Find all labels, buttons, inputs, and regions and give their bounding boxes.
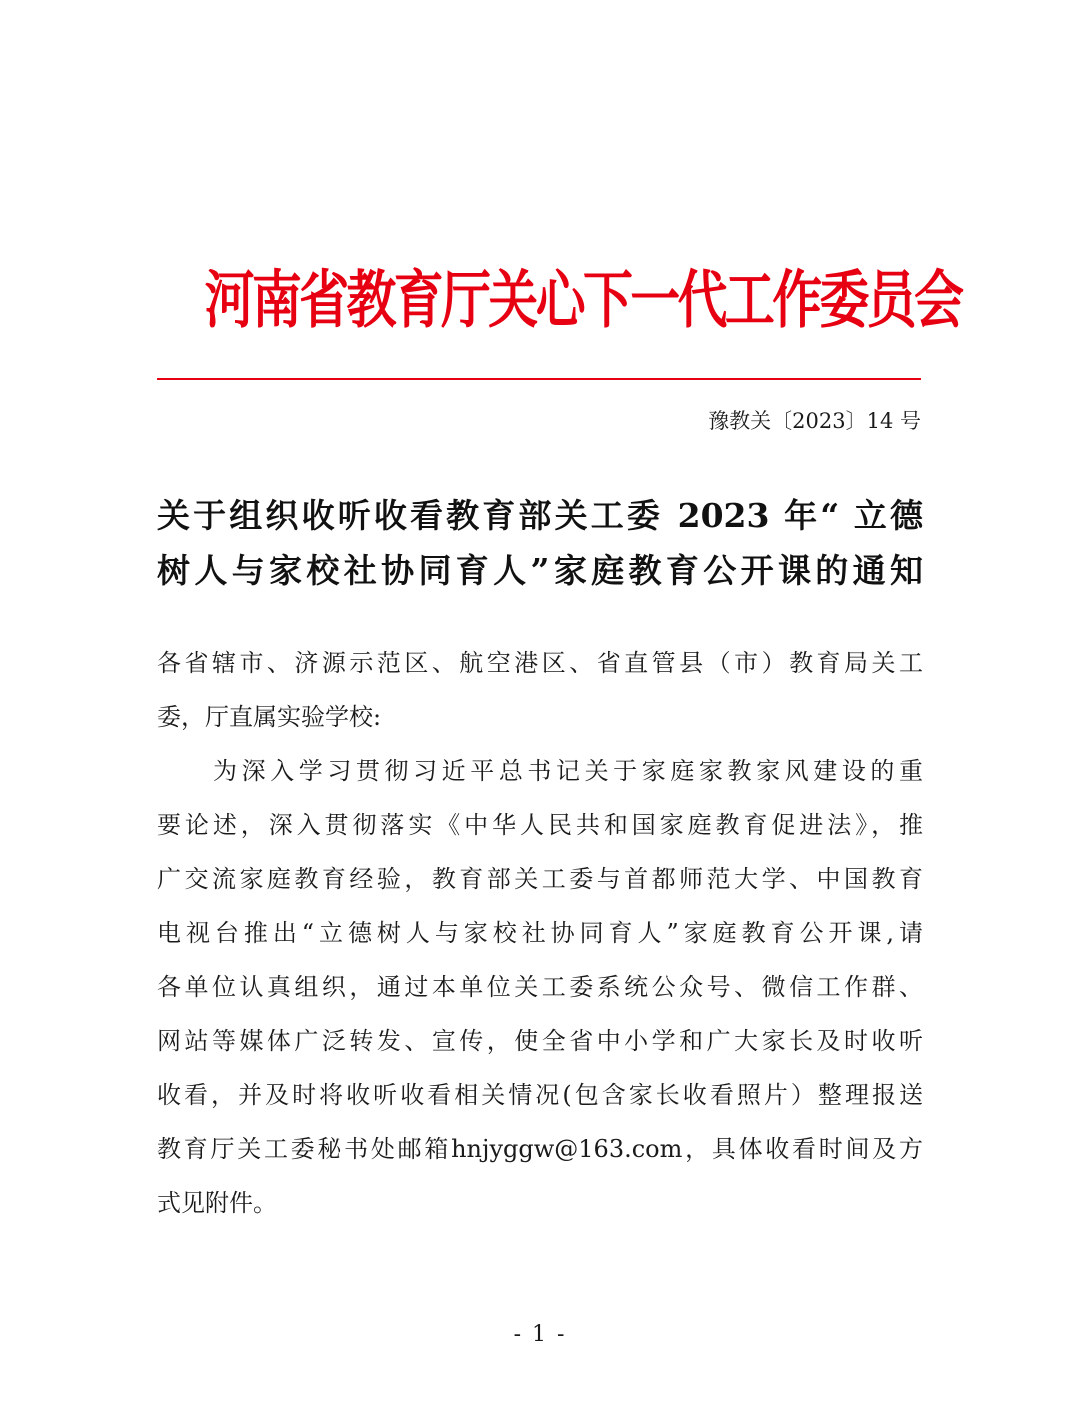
notice-title-line-1: 关于组织收听收看教育部关工委 2023 年“ 立德 — [157, 496, 923, 535]
body-line: 收看，并及时将收听收看相关情况(包含家长收看照片）整理报送 — [157, 1081, 923, 1109]
letterhead-title: 河南省教育厅关心下一代工作委员会 — [204, 263, 962, 337]
body-line: 网站等媒体广泛转发、宣传，使全省中小学和广大家长及时收听 — [157, 1027, 923, 1055]
notice-title — [157, 488, 923, 598]
page-number: - 1 - — [513, 1322, 567, 1347]
body-line: 教育厅关工委秘书处邮箱hnjyggw@163.com，具体收看时间及方 — [157, 1135, 923, 1163]
body-line: 广交流家庭教育经验，教育部关工委与首都师范大学、中国教育 — [157, 865, 923, 893]
body-line-last: 式见附件。 — [157, 1189, 277, 1217]
addressee-line-1: 各省辖市、济源示范区、航空港区、省直管县（市）教育局关工 — [157, 649, 923, 677]
body-line: 各单位认真组织，通过本单位关工委系统公众号、微信工作群、 — [157, 973, 923, 1001]
notice-body — [157, 636, 923, 1230]
body-line: 为深入学习贯彻习近平总书记关于家庭家教家风建设的重 — [213, 757, 923, 785]
document-number: 豫教关〔2023〕14 号 — [708, 409, 921, 433]
notice-title-line-2: 树人与家校社协同育人”家庭教育公开课的通知 — [157, 551, 923, 590]
red-separator-line — [157, 378, 921, 380]
body-line: 电视台推出“立德树人与家校社协同育人”家庭教育公开课,请 — [157, 919, 923, 947]
body-line: 要论述，深入贯彻落实《中华人民共和国家庭教育促进法》，推 — [157, 811, 923, 839]
addressee-line-2: 委，厅直属实验学校: — [157, 703, 382, 731]
